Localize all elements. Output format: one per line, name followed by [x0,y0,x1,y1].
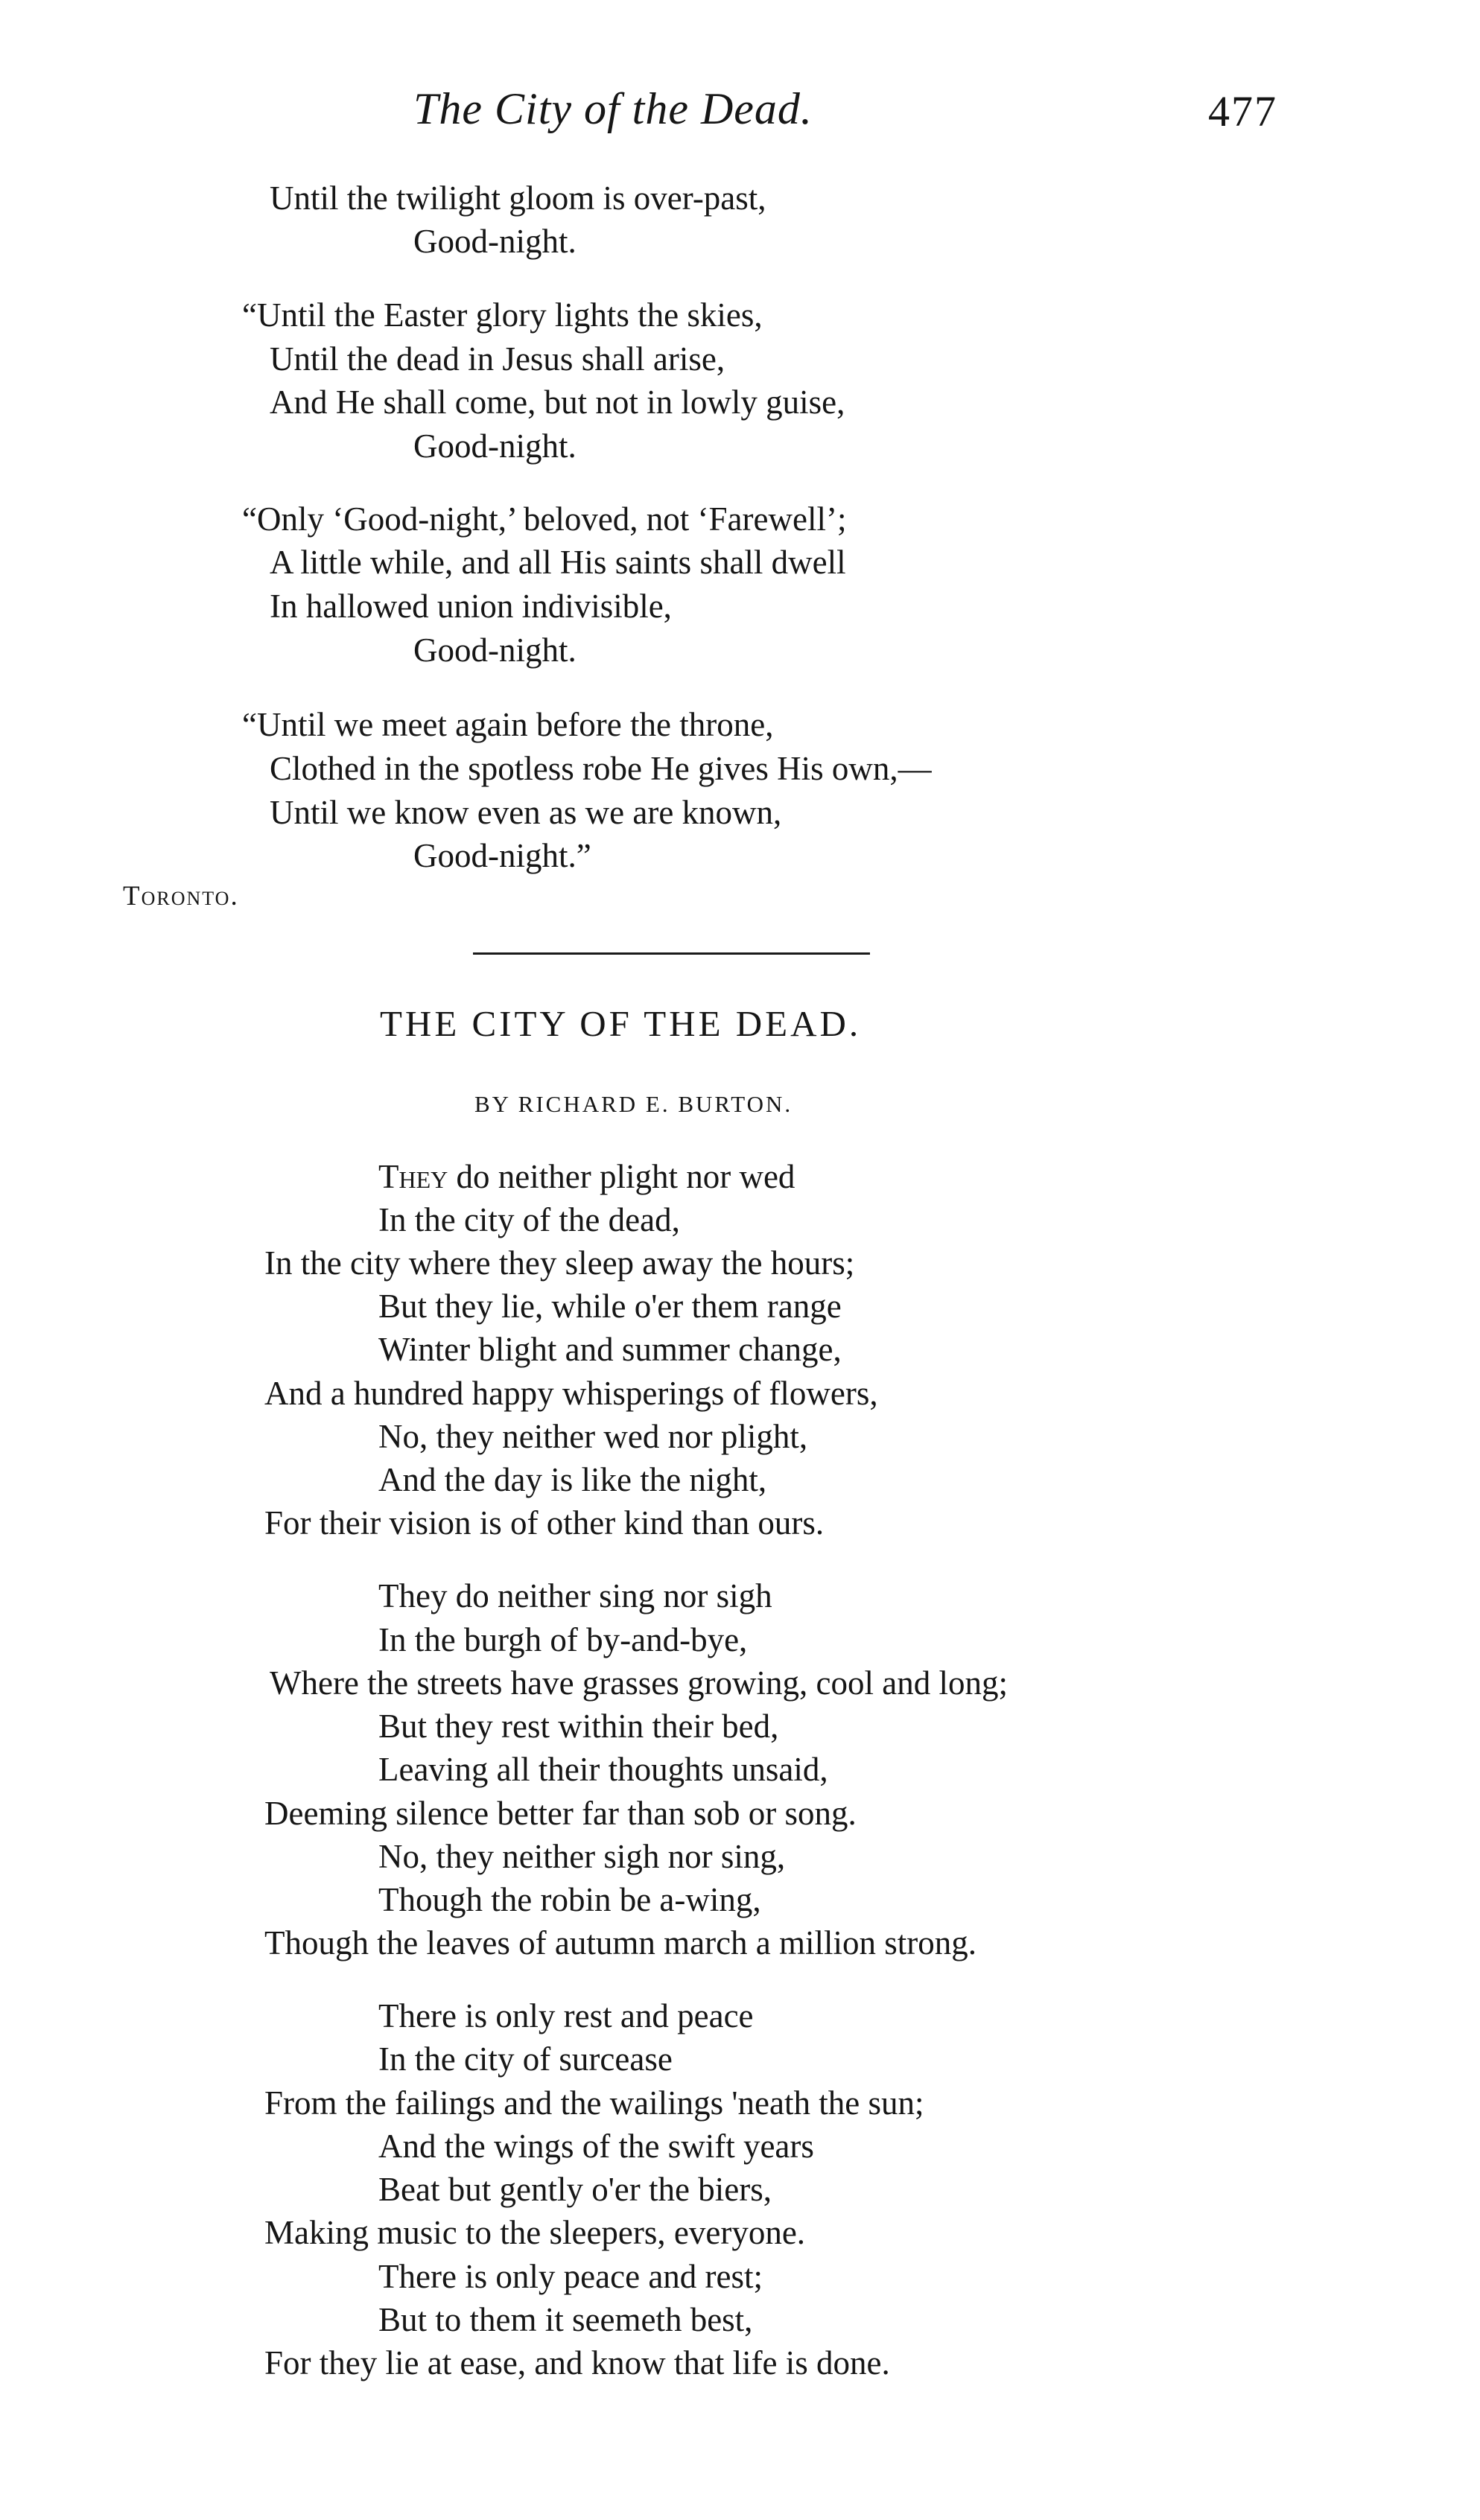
verse-line: But to them it seemeth best, [378,2301,753,2338]
verse-line: Though the leaves of autumn march a million strong. [264,1924,977,1961]
verse-line: Until the twilight gloom is over-past, [270,179,766,217]
verse-line: But they rest within their bed, [378,1708,779,1745]
running-title: The City of the Dead. [413,84,813,133]
refrain-line: Good-night. [413,427,577,465]
verse-line-first [378,1157,795,1196]
verse-line: In the burgh of by-and-bye, [378,1621,748,1658]
verse-line: From the failings and the wailings 'neath the sun; [264,2084,924,2122]
verse-line: There is only peace and rest; [378,2258,763,2295]
verse-line: For their vision is of other kind than ours. [264,1504,825,1541]
verse-line: In hallowed union indivisible, [270,588,672,625]
verse-line: But they lie, while o'er them range [378,1288,842,1325]
verse-line: Making music to the sleepers, everyone. [264,2214,806,2251]
poem-byline: BY RICHARD E. BURTON. [474,1091,793,1117]
verse-line: Where the streets have grasses growing, cool and long; [270,1664,1008,1702]
section-divider [473,952,870,955]
verse-line: No, they neither wed nor plight, [378,1418,808,1455]
verse-line: And the wings of the swift years [378,2128,814,2165]
verse-line: In the city of surcease [378,2040,673,2078]
verse-line: Deeming silence better far than sob or song. [264,1795,857,1832]
refrain-line: Good-night. [413,223,577,260]
verse-line: A little while, and all His saints shall dwell [270,544,846,581]
verse-line: There is only rest and peace [378,1997,754,2034]
verse-line: For they lie at ease, and know that life is done. [264,2344,890,2381]
verse-line: “Only ‘Good-night,’ beloved, not ‘Farewell’; [242,500,847,538]
refrain-line: Good-night.” [413,837,591,874]
verse-line: Though the robin be a-wing, [378,1881,761,1918]
verse-line: And the day is like the night, [378,1461,767,1498]
first-line-rest: do neither plight nor wed [448,1158,795,1195]
verse-line: No, they neither sigh nor sing, [378,1838,786,1875]
verse-line: Clothed in the spotless robe He gives His own,— [270,750,932,787]
verse-line: “Until we meet again before the throne, [242,706,774,743]
refrain-line: Good-night. [413,631,577,669]
poem-title: THE CITY OF THE DEAD. [380,1003,862,1044]
verse-line: Until we know even as we are known, [270,794,782,831]
verse-line: And a hundred happy whisperings of flowers, [264,1375,878,1412]
verse-line: Leaving all their thoughts unsaid, [378,1751,828,1788]
page-number: 477 [1208,87,1277,136]
verse-line: Winter blight and summer change, [378,1331,842,1368]
verse-line: In the city of the dead, [378,1201,680,1238]
verse-line: Beat but gently o'er the biers, [378,2171,772,2208]
verse-line: “Until the Easter glory lights the skies, [242,296,763,334]
dateline: Toronto. [123,881,239,911]
verse-line: They do neither sing nor sigh [378,1577,772,1614]
verse-line: And He shall come, but not in lowly guise, [270,384,845,421]
verse-line: In the city where they sleep away the hours; [264,1244,855,1282]
verse-line: Until the dead in Jesus shall arise, [270,340,725,378]
drop-word: They [378,1158,448,1195]
